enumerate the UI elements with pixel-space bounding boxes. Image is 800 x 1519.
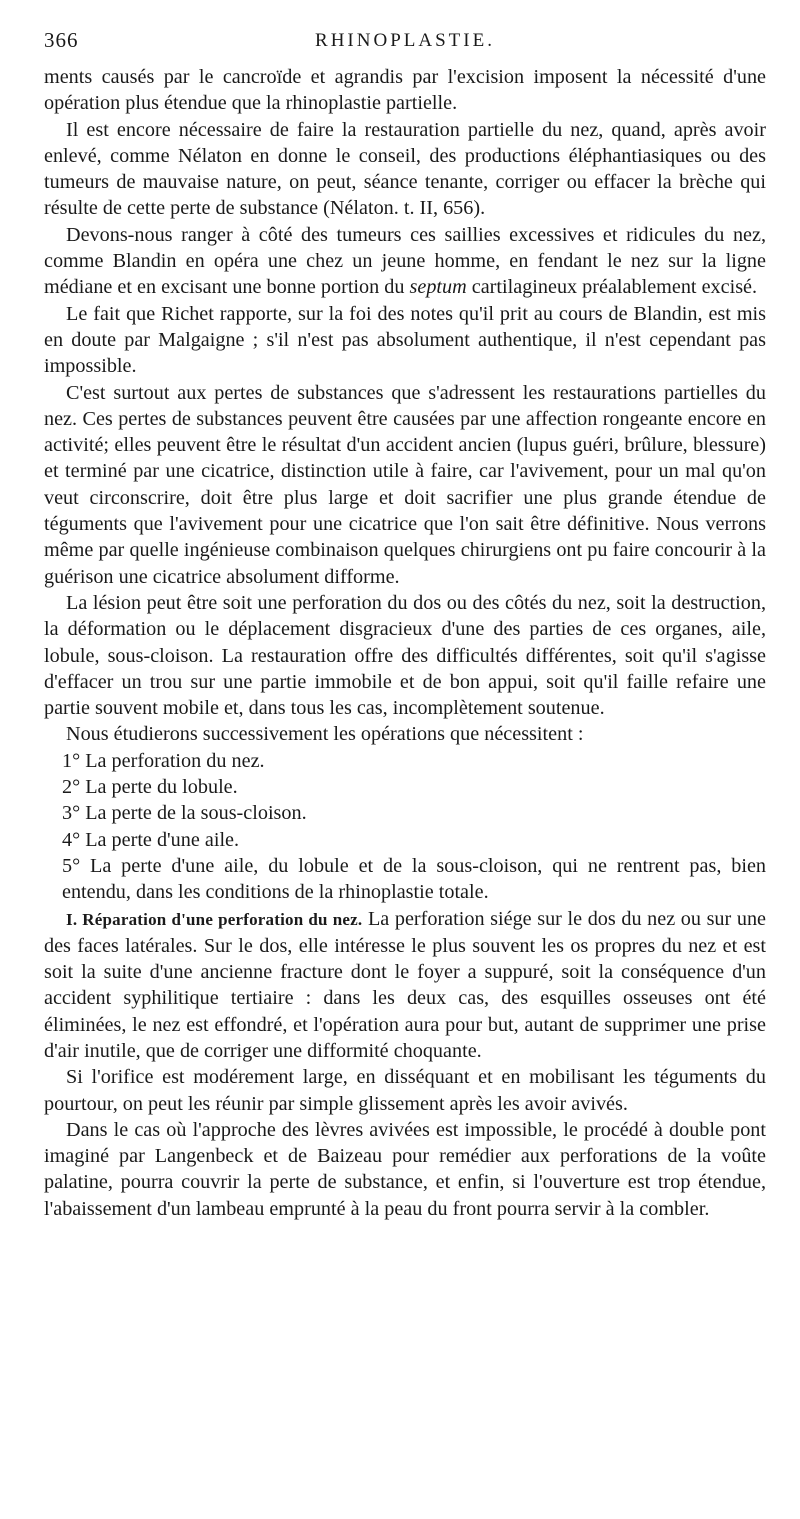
- paragraph: La lésion peut être soit une perforation du dos ou des côtés du nez, soit la destruction, la déformation ou le déplacement disgracieux d'une des parties de ces organes, aile, lobule, sous-cloison. La restauration offre des difficultés différentes, soit qu'il s'agisse d'effacer un trou sur une partie immobile et de bon appui, soit qu'il faille refaire une partie souvent mobile et, dans tous les cas, incomplètement soutenue.: [44, 591, 766, 720]
- list-item: 4° La perte d'une aile.: [62, 828, 240, 851]
- list-item: 5° La perte d'une aile, du lobule et de la sous-cloison, qui ne rentrent pas, bien entendu, dans les conditions de la rhinoplastie totale.: [62, 854, 766, 904]
- running-title: RHINOPLASTIE.: [315, 30, 495, 51]
- page-body: [44, 64, 766, 1222]
- paragraph: Il est encore nécessaire de faire la restauration partielle du nez, quand, après avoir enlevé, comme Nélaton en donne le conseil, des productions éléphantiasiques ou des tumeurs de mauvaise nature, on peut, séance tenante, corriger ou effacer la brèche qui résulte de cette perte de substance (Nélaton. t. II, 656).: [44, 118, 766, 220]
- page-number: 366: [44, 28, 79, 52]
- page-header: [44, 28, 766, 58]
- paragraph-text: cartilagineux préalablement excisé.: [471, 276, 758, 299]
- paragraph-text: Devons-nous ranger à côté des tumeurs ces saillies excessives et ridicules du nez, comme Blandin en opéra une chez un jeune homme, en fendant le nez sur la ligne médiane et en excisant une bonne portion du: [44, 223, 766, 299]
- paragraph: Si l'orifice est modérement large, en disséquant et en mobilisant les téguments du pourtour, on peut les réunir par simple glissement après les avoir avivés.: [44, 1066, 766, 1115]
- paragraph: C'est surtout aux pertes de substances que s'adressent les restaurations partielles du nez. Ces pertes de substances peuvent être causées par une affection rongeante encore en activité; elles peuvent être le résultat d'un accident ancien (lupus guéri, brûlure, blessure) et terminé par une cicatrice, distinction utile à faire, car l'avivement, pour un mal qu'on veut circonscrire, doit être plus large et doit sacrifier une plus grande étendue de téguments que l'avivement pour une cicatrice que l'on sait être définitive. Nous verrons même par quelle ingénieuse combinaison quelques chirurgiens ont pu faire concourir à la guérison une cicatrice absolument difforme.: [44, 381, 766, 588]
- paragraph: ments causés par le cancroïde et agrandis par l'excision imposent la nécessité d'une opération plus étendue que la rhinoplastie partielle.: [44, 66, 766, 115]
- italic-term: septum: [409, 276, 467, 299]
- list-item: 2° La perte du lobule.: [62, 776, 238, 799]
- section-heading: I. Réparation d'une perforation du nez.: [66, 909, 363, 929]
- paragraph: [44, 222, 766, 301]
- section-paragraph: [44, 906, 766, 1065]
- paragraph: Dans le cas où l'approche des lèvres avivées est impossible, le procédé à double pont imaginé par Langenbeck et de Baizeau pour remédier aux perforations de la voûte palatine, pourra couvrir la perte de substance, et enfin, si l'ouverture est trop étendue, l'abaissement d'un lambeau emprunté à la peau du front pourra servir à la combler.: [44, 1118, 766, 1220]
- list-item: 1° La perforation du nez.: [62, 749, 265, 772]
- paragraph: Le fait que Richet rapporte, sur la foi des notes qu'il prit au cours de Blandin, est mis en doute par Malgaigne ; s'il n'est pas absolument authentique, il n'est cependant pas impossible.: [44, 302, 766, 378]
- list-item: 3° La perte de la sous-cloison.: [62, 802, 307, 825]
- section-text: La perforation siége sur le dos du nez ou sur une des faces latérales. Sur le dos, elle intéresse le plus souvent les os propres du nez et est soit la suite d'une ancienne fracture dont le foyer a suppuré, soit la conséquence d'un accident syphilitique tertiaire : dans les deux cas, des esquilles osseuses ont été éliminées, le nez est effondré, et l'opération aura pour but, autant de supprimer une prise d'air inutile, que de corriger une difformité choquante.: [44, 907, 767, 1062]
- paragraph: Nous étudierons successivement les opérations que nécessitent :: [66, 723, 584, 746]
